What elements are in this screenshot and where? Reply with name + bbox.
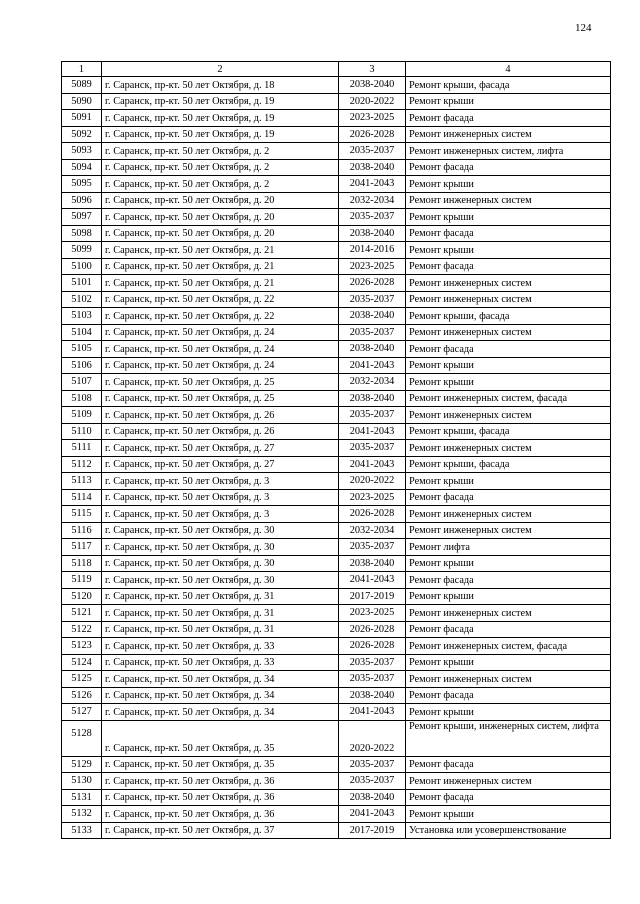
- table-row: [62, 489, 611, 506]
- row-number-cell: 5128: [62, 720, 102, 756]
- address-cell: г. Саранск, пр-кт. 50 лет Октября, д. 30: [102, 555, 339, 572]
- table-row: [62, 506, 611, 523]
- row-number-cell: 5104: [62, 324, 102, 341]
- row-number-cell: 5110: [62, 423, 102, 440]
- page-number: 124: [575, 22, 592, 34]
- period-cell: 2038-2040: [339, 77, 406, 94]
- row-number-cell: 5100: [62, 258, 102, 275]
- work-type-cell: Ремонт инженерных систем: [406, 440, 611, 457]
- table-row: [62, 93, 611, 110]
- work-type-cell: Ремонт лифта: [406, 539, 611, 556]
- period-cell: 2038-2040: [339, 687, 406, 704]
- table-row: [62, 789, 611, 806]
- table-row: [62, 407, 611, 424]
- period-cell: 2035-2037: [339, 209, 406, 226]
- work-type-cell: Ремонт инженерных систем: [406, 671, 611, 688]
- row-number-cell: 5114: [62, 489, 102, 506]
- period-cell: 2020-2022: [339, 720, 406, 756]
- row-number-cell: 5111: [62, 440, 102, 457]
- row-number-cell: 5094: [62, 159, 102, 176]
- address-cell: г. Саранск, пр-кт. 50 лет Октября, д. 2: [102, 143, 339, 160]
- address-cell: г. Саранск, пр-кт. 50 лет Октября, д. 34: [102, 704, 339, 721]
- work-type-cell: Ремонт фасада: [406, 159, 611, 176]
- work-type-cell: Ремонт крыши: [406, 209, 611, 226]
- table-row: [62, 588, 611, 605]
- address-cell: г. Саранск, пр-кт. 50 лет Октября, д. 36: [102, 806, 339, 823]
- repair-schedule-table: [61, 61, 611, 839]
- period-cell: 2023-2025: [339, 110, 406, 127]
- address-cell: г. Саранск, пр-кт. 50 лет Октября, д. 20: [102, 209, 339, 226]
- period-cell: 2020-2022: [339, 93, 406, 110]
- row-number-cell: 5092: [62, 126, 102, 143]
- address-cell: г. Саранск, пр-кт. 50 лет Октября, д. 34: [102, 687, 339, 704]
- work-type-cell: Ремонт фасада: [406, 341, 611, 358]
- period-cell: 2026-2028: [339, 126, 406, 143]
- row-number-cell: 5103: [62, 308, 102, 325]
- address-cell: г. Саранск, пр-кт. 50 лет Октября, д. 22: [102, 291, 339, 308]
- work-type-cell: Ремонт инженерных систем: [406, 407, 611, 424]
- table-row: [62, 225, 611, 242]
- column-header-number: 1: [62, 62, 102, 77]
- table-row: [62, 687, 611, 704]
- work-type-cell: Ремонт инженерных систем: [406, 605, 611, 622]
- column-header-period: 3: [339, 62, 406, 77]
- period-cell: 2035-2037: [339, 407, 406, 424]
- table-row: [62, 720, 611, 756]
- period-cell: 2032-2034: [339, 374, 406, 391]
- address-cell: г. Саранск, пр-кт. 50 лет Октября, д. 37: [102, 822, 339, 839]
- row-number-cell: 5119: [62, 572, 102, 589]
- table-row: [62, 374, 611, 391]
- row-number-cell: 5129: [62, 756, 102, 773]
- period-cell: 2026-2028: [339, 638, 406, 655]
- table-row: [62, 822, 611, 839]
- row-number-cell: 5132: [62, 806, 102, 823]
- address-cell: г. Саранск, пр-кт. 50 лет Октября, д. 20: [102, 192, 339, 209]
- period-cell: 2041-2043: [339, 704, 406, 721]
- address-cell: г. Саранск, пр-кт. 50 лет Октября, д. 19: [102, 93, 339, 110]
- period-cell: 2038-2040: [339, 308, 406, 325]
- column-header-work: 4: [406, 62, 611, 77]
- row-number-cell: 5133: [62, 822, 102, 839]
- row-number-cell: 5108: [62, 390, 102, 407]
- row-number-cell: 5112: [62, 456, 102, 473]
- address-cell: г. Саранск, пр-кт. 50 лет Октября, д. 33: [102, 638, 339, 655]
- table-row: [62, 126, 611, 143]
- address-cell: г. Саранск, пр-кт. 50 лет Октября, д. 2: [102, 176, 339, 193]
- address-cell: г. Саранск, пр-кт. 50 лет Октября, д. 25: [102, 374, 339, 391]
- work-type-cell: Ремонт инженерных систем: [406, 506, 611, 523]
- row-number-cell: 5106: [62, 357, 102, 374]
- address-cell: г. Саранск, пр-кт. 50 лет Октября, д. 21: [102, 258, 339, 275]
- row-number-cell: 5121: [62, 605, 102, 622]
- table-row: [62, 341, 611, 358]
- work-type-cell: Ремонт инженерных систем: [406, 522, 611, 539]
- work-type-cell: Ремонт фасада: [406, 489, 611, 506]
- row-number-cell: 5099: [62, 242, 102, 259]
- column-header-address: 2: [102, 62, 339, 77]
- address-cell: г. Саранск, пр-кт. 50 лет Октября, д. 25: [102, 390, 339, 407]
- work-type-cell: Установка или усовершенствование: [406, 822, 611, 839]
- table-row: [62, 192, 611, 209]
- work-type-cell: Ремонт крыши: [406, 654, 611, 671]
- row-number-cell: 5123: [62, 638, 102, 655]
- work-type-cell: Ремонт фасада: [406, 572, 611, 589]
- row-number-cell: 5131: [62, 789, 102, 806]
- work-type-cell: Ремонт крыши: [406, 555, 611, 572]
- work-type-cell: Ремонт инженерных систем: [406, 126, 611, 143]
- row-number-cell: 5097: [62, 209, 102, 226]
- work-type-cell: Ремонт фасада: [406, 687, 611, 704]
- work-type-cell: Ремонт фасада: [406, 110, 611, 127]
- table-row: [62, 77, 611, 94]
- period-cell: 2041-2043: [339, 806, 406, 823]
- work-type-cell: Ремонт инженерных систем, лифта: [406, 143, 611, 160]
- work-type-cell: Ремонт инженерных систем: [406, 773, 611, 790]
- row-number-cell: 5118: [62, 555, 102, 572]
- period-cell: 2035-2037: [339, 324, 406, 341]
- work-type-cell: Ремонт фасада: [406, 756, 611, 773]
- period-cell: 2023-2025: [339, 605, 406, 622]
- address-cell: г. Саранск, пр-кт. 50 лет Октября, д. 20: [102, 225, 339, 242]
- row-number-cell: 5089: [62, 77, 102, 94]
- work-type-cell: Ремонт инженерных систем: [406, 291, 611, 308]
- period-cell: 2020-2022: [339, 473, 406, 490]
- period-cell: 2023-2025: [339, 489, 406, 506]
- table-header-row: [62, 62, 611, 77]
- row-number-cell: 5091: [62, 110, 102, 127]
- period-cell: 2038-2040: [339, 390, 406, 407]
- address-cell: г. Саранск, пр-кт. 50 лет Октября, д. 26: [102, 407, 339, 424]
- table-row: [62, 605, 611, 622]
- table-row: [62, 473, 611, 490]
- address-cell: г. Саранск, пр-кт. 50 лет Октября, д. 35: [102, 756, 339, 773]
- row-number-cell: 5115: [62, 506, 102, 523]
- period-cell: 2035-2037: [339, 671, 406, 688]
- work-type-cell: Ремонт крыши, фасада: [406, 308, 611, 325]
- row-number-cell: 5093: [62, 143, 102, 160]
- period-cell: 2038-2040: [339, 225, 406, 242]
- period-cell: 2026-2028: [339, 275, 406, 292]
- table-row: [62, 773, 611, 790]
- row-number-cell: 5124: [62, 654, 102, 671]
- table-row: [62, 423, 611, 440]
- row-number-cell: 5130: [62, 773, 102, 790]
- table-row: [62, 671, 611, 688]
- address-cell: г. Саранск, пр-кт. 50 лет Октября, д. 30: [102, 572, 339, 589]
- period-cell: 2032-2034: [339, 522, 406, 539]
- period-cell: 2041-2043: [339, 456, 406, 473]
- period-cell: 2038-2040: [339, 341, 406, 358]
- row-number-cell: 5107: [62, 374, 102, 391]
- row-number-cell: 5098: [62, 225, 102, 242]
- table-row: [62, 539, 611, 556]
- table-row: [62, 572, 611, 589]
- work-type-cell: Ремонт крыши: [406, 93, 611, 110]
- period-cell: 2035-2037: [339, 440, 406, 457]
- work-type-cell: Ремонт крыши: [406, 588, 611, 605]
- address-cell: г. Саранск, пр-кт. 50 лет Октября, д. 27: [102, 456, 339, 473]
- period-cell: 2026-2028: [339, 621, 406, 638]
- table-row: [62, 324, 611, 341]
- table-row: [62, 275, 611, 292]
- work-type-cell: Ремонт крыши, инженерных систем, лифта: [406, 720, 611, 756]
- row-number-cell: 5102: [62, 291, 102, 308]
- address-cell: г. Саранск, пр-кт. 50 лет Октября, д. 3: [102, 473, 339, 490]
- period-cell: 2014-2016: [339, 242, 406, 259]
- table-row: [62, 621, 611, 638]
- row-number-cell: 5125: [62, 671, 102, 688]
- address-cell: г. Саранск, пр-кт. 50 лет Октября, д. 35: [102, 720, 339, 756]
- address-cell: г. Саранск, пр-кт. 50 лет Октября, д. 34: [102, 671, 339, 688]
- work-type-cell: Ремонт крыши: [406, 176, 611, 193]
- work-type-cell: Ремонт фасада: [406, 225, 611, 242]
- row-number-cell: 5122: [62, 621, 102, 638]
- table-row: [62, 522, 611, 539]
- table-row: [62, 159, 611, 176]
- period-cell: 2041-2043: [339, 176, 406, 193]
- row-number-cell: 5109: [62, 407, 102, 424]
- work-type-cell: Ремонт крыши: [406, 473, 611, 490]
- table-row: [62, 756, 611, 773]
- table-row: [62, 258, 611, 275]
- row-number-cell: 5090: [62, 93, 102, 110]
- table-row: [62, 390, 611, 407]
- address-cell: г. Саранск, пр-кт. 50 лет Октября, д. 27: [102, 440, 339, 457]
- work-type-cell: Ремонт крыши, фасада: [406, 456, 611, 473]
- period-cell: 2038-2040: [339, 789, 406, 806]
- work-type-cell: Ремонт крыши: [406, 374, 611, 391]
- table-row: [62, 456, 611, 473]
- address-cell: г. Саранск, пр-кт. 50 лет Октября, д. 24: [102, 341, 339, 358]
- row-number-cell: 5126: [62, 687, 102, 704]
- row-number-cell: 5117: [62, 539, 102, 556]
- period-cell: 2035-2037: [339, 143, 406, 160]
- row-number-cell: 5116: [62, 522, 102, 539]
- table-row: [62, 291, 611, 308]
- table-body: [62, 77, 611, 839]
- work-type-cell: Ремонт крыши: [406, 704, 611, 721]
- address-cell: г. Саранск, пр-кт. 50 лет Октября, д. 36: [102, 773, 339, 790]
- period-cell: 2035-2037: [339, 291, 406, 308]
- row-number-cell: 5127: [62, 704, 102, 721]
- address-cell: г. Саранск, пр-кт. 50 лет Октября, д. 30: [102, 539, 339, 556]
- table-row: [62, 209, 611, 226]
- work-type-cell: Ремонт инженерных систем: [406, 192, 611, 209]
- address-cell: г. Саранск, пр-кт. 50 лет Октября, д. 31: [102, 621, 339, 638]
- period-cell: 2023-2025: [339, 258, 406, 275]
- work-type-cell: Ремонт крыши: [406, 357, 611, 374]
- work-type-cell: Ремонт фасада: [406, 789, 611, 806]
- work-type-cell: Ремонт инженерных систем, фасада: [406, 638, 611, 655]
- address-cell: г. Саранск, пр-кт. 50 лет Октября, д. 2: [102, 159, 339, 176]
- address-cell: г. Саранск, пр-кт. 50 лет Октября, д. 31: [102, 605, 339, 622]
- address-cell: г. Саранск, пр-кт. 50 лет Октября, д. 31: [102, 588, 339, 605]
- table-row: [62, 806, 611, 823]
- work-type-cell: Ремонт фасада: [406, 621, 611, 638]
- period-cell: 2035-2037: [339, 773, 406, 790]
- work-type-cell: Ремонт крыши: [406, 806, 611, 823]
- period-cell: 2017-2019: [339, 588, 406, 605]
- table-row: [62, 638, 611, 655]
- address-cell: г. Саранск, пр-кт. 50 лет Октября, д. 19: [102, 126, 339, 143]
- period-cell: 2041-2043: [339, 423, 406, 440]
- period-cell: 2038-2040: [339, 555, 406, 572]
- address-cell: г. Саранск, пр-кт. 50 лет Октября, д. 21: [102, 275, 339, 292]
- table-row: [62, 440, 611, 457]
- row-number-cell: 5120: [62, 588, 102, 605]
- address-cell: г. Саранск, пр-кт. 50 лет Октября, д. 22: [102, 308, 339, 325]
- work-type-cell: Ремонт крыши, фасада: [406, 77, 611, 94]
- address-cell: г. Саранск, пр-кт. 50 лет Октября, д. 36: [102, 789, 339, 806]
- table-row: [62, 110, 611, 127]
- period-cell: 2035-2037: [339, 539, 406, 556]
- row-number-cell: 5105: [62, 341, 102, 358]
- address-cell: г. Саранск, пр-кт. 50 лет Октября, д. 26: [102, 423, 339, 440]
- table-row: [62, 654, 611, 671]
- table-row: [62, 242, 611, 259]
- table-row: [62, 143, 611, 160]
- period-cell: 2041-2043: [339, 357, 406, 374]
- period-cell: 2035-2037: [339, 654, 406, 671]
- address-cell: г. Саранск, пр-кт. 50 лет Октября, д. 21: [102, 242, 339, 259]
- row-number-cell: 5096: [62, 192, 102, 209]
- table-row: [62, 308, 611, 325]
- row-number-cell: 5113: [62, 473, 102, 490]
- work-type-cell: Ремонт инженерных систем, фасада: [406, 390, 611, 407]
- table-row: [62, 176, 611, 193]
- period-cell: 2032-2034: [339, 192, 406, 209]
- row-number-cell: 5101: [62, 275, 102, 292]
- work-type-cell: Ремонт инженерных систем: [406, 324, 611, 341]
- address-cell: г. Саранск, пр-кт. 50 лет Октября, д. 30: [102, 522, 339, 539]
- row-number-cell: 5095: [62, 176, 102, 193]
- address-cell: г. Саранск, пр-кт. 50 лет Октября, д. 24: [102, 357, 339, 374]
- work-type-cell: Ремонт крыши, фасада: [406, 423, 611, 440]
- address-cell: г. Саранск, пр-кт. 50 лет Октября, д. 18: [102, 77, 339, 94]
- address-cell: г. Саранск, пр-кт. 50 лет Октября, д. 33: [102, 654, 339, 671]
- period-cell: 2041-2043: [339, 572, 406, 589]
- period-cell: 2038-2040: [339, 159, 406, 176]
- work-type-cell: Ремонт крыши: [406, 242, 611, 259]
- address-cell: г. Саранск, пр-кт. 50 лет Октября, д. 3: [102, 506, 339, 523]
- work-type-cell: Ремонт инженерных систем: [406, 275, 611, 292]
- table-row: [62, 555, 611, 572]
- table-row: [62, 704, 611, 721]
- address-cell: г. Саранск, пр-кт. 50 лет Октября, д. 3: [102, 489, 339, 506]
- table-row: [62, 357, 611, 374]
- period-cell: 2017-2019: [339, 822, 406, 839]
- address-cell: г. Саранск, пр-кт. 50 лет Октября, д. 19: [102, 110, 339, 127]
- period-cell: 2035-2037: [339, 756, 406, 773]
- period-cell: 2026-2028: [339, 506, 406, 523]
- address-cell: г. Саранск, пр-кт. 50 лет Октября, д. 24: [102, 324, 339, 341]
- work-type-cell: Ремонт фасада: [406, 258, 611, 275]
